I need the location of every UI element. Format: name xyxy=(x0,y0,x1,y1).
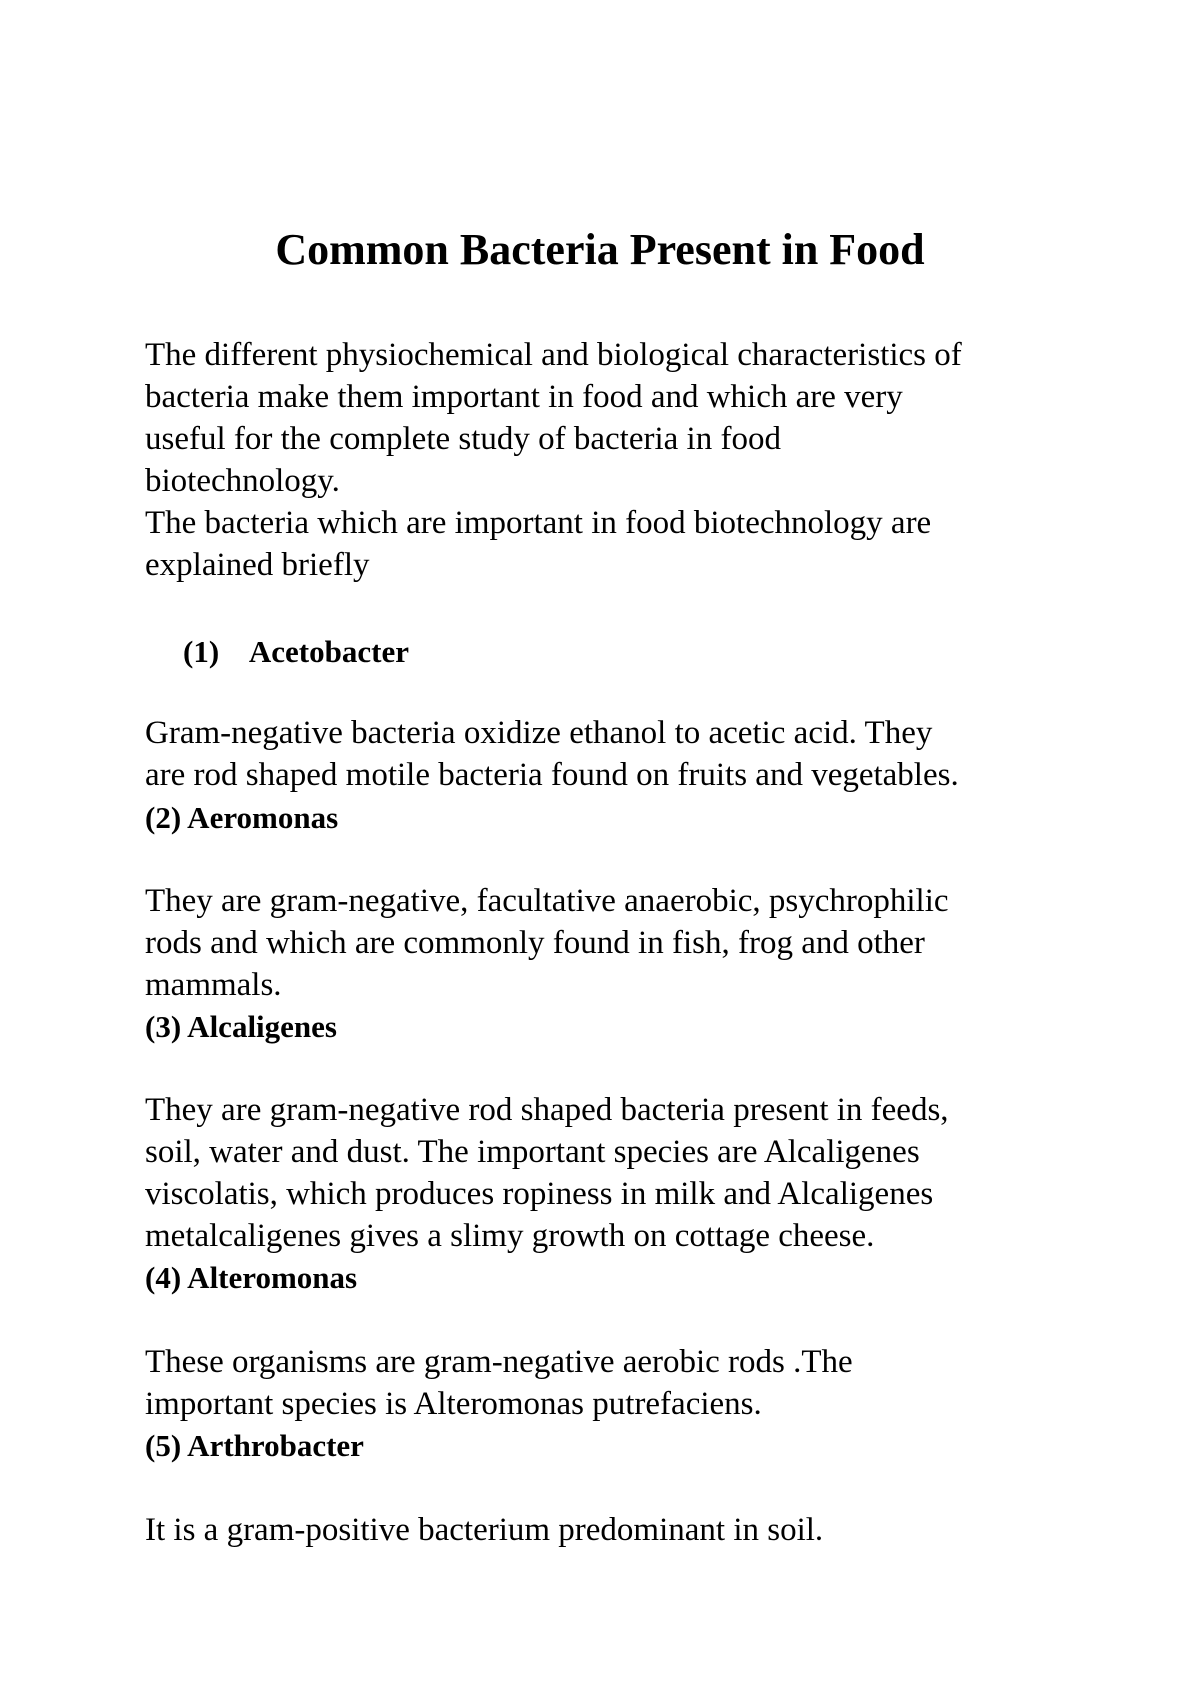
section-3-line: viscolatis, which produces ropiness in milk and Alcaligenes xyxy=(145,1176,934,1212)
intro-line: explained briefly xyxy=(145,547,370,583)
section-4-heading: (4) Alteromonas xyxy=(145,1260,358,1295)
intro-line: bacteria make them important in food and which are very xyxy=(145,379,903,415)
section-3-heading: (3) Alcaligenes xyxy=(145,1009,337,1044)
section-3-line: metalcaligenes gives a slimy growth on cottage cheese. xyxy=(145,1218,875,1254)
section-3-paragraph xyxy=(145,1089,1085,1257)
section-4-line: These organisms are gram-negative aerobic rods .The xyxy=(145,1344,853,1380)
section-1-name: Acetobacter xyxy=(248,634,409,669)
section-3-line: soil, water and dust. The important species are Alcaligenes xyxy=(145,1134,920,1170)
page-title: Common Bacteria Present in Food xyxy=(275,225,925,274)
section-1-line: are rod shaped motile bacteria found on fruits and vegetables. xyxy=(145,757,959,793)
intro-line: The bacteria which are important in food biotechnology are xyxy=(145,505,932,541)
section-3-line: They are gram-negative rod shaped bacteria present in feeds, xyxy=(145,1092,949,1128)
intro-line: biotechnology. xyxy=(145,463,340,499)
section-5-heading: (5) Arthrobacter xyxy=(145,1428,364,1463)
section-2-line: They are gram-negative, facultative anaerobic, psychrophilic xyxy=(145,883,949,919)
section-5-paragraph xyxy=(145,1509,1085,1551)
section-4-line: important species is Alteromonas putrefaciens. xyxy=(145,1386,762,1422)
section-2-line: rods and which are commonly found in fish, frog and other xyxy=(145,925,925,961)
section-2-heading: (2) Aeromonas xyxy=(145,800,339,835)
intro-line: The different physiochemical and biological characteristics of xyxy=(145,337,962,373)
intro-line: useful for the complete study of bacteria in food xyxy=(145,421,781,457)
section-1-paragraph xyxy=(145,712,1085,796)
section-2-paragraph xyxy=(145,880,1085,1006)
section-5-line: It is a gram-positive bacterium predominant in soil. xyxy=(145,1512,824,1548)
section-2-line: mammals. xyxy=(145,967,282,1003)
section-4-paragraph xyxy=(145,1341,1085,1425)
section-1-heading xyxy=(183,631,409,673)
section-1-number: (1) xyxy=(183,634,220,669)
intro-paragraph xyxy=(145,334,1085,586)
section-1-line: Gram-negative bacteria oxidize ethanol to acetic acid. They xyxy=(145,715,933,751)
